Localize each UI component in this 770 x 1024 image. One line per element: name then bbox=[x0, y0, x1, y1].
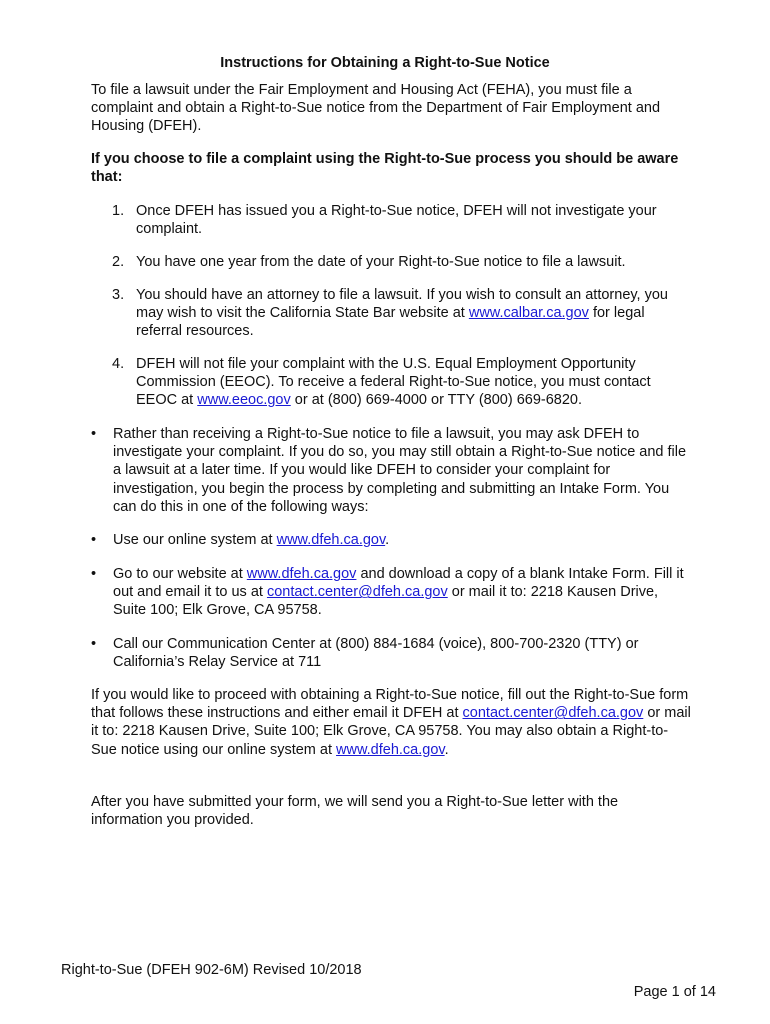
item-number: 2. bbox=[112, 254, 125, 270]
bullet-item-online bbox=[91, 531, 687, 549]
bullet-text: Call our Communication Center at (800) 884-1684 (voice), 800-700-2320 (TTY) or California’s Relay Service at 711 bbox=[113, 636, 639, 671]
dfeh-link[interactable]: www.dfeh.ca.gov bbox=[276, 532, 386, 548]
form-id-footer: Right-to-Sue (DFEH 902-6M) Revised 10/2018 bbox=[61, 962, 362, 978]
item-text: You have one year from the date of your Right-to-Sue notice to file a lawsuit. bbox=[136, 254, 626, 270]
bullet-icon: • bbox=[91, 426, 97, 442]
item-text: Once DFEH has issued you a Right-to-Sue notice, DFEH will not investigate your complaint. bbox=[136, 203, 657, 238]
after-paragraph: After you have submitted your form, we will send you a Right-to-Sue letter with the information you provided. bbox=[91, 794, 619, 829]
bullet-text: Use our online system at www.dfeh.ca.gov. bbox=[113, 532, 390, 548]
eeoc-link[interactable]: www.eeoc.gov bbox=[197, 392, 291, 409]
section-heading: If you choose to file a complaint using the Right-to-Sue process you should be aware that: bbox=[91, 151, 679, 186]
contact-email-link[interactable]: contact.center@dfeh.ca.gov bbox=[462, 705, 644, 722]
item-number: 1. bbox=[112, 203, 125, 219]
bullet-item-investigate bbox=[91, 425, 687, 516]
numbered-item-4 bbox=[112, 355, 682, 410]
dfeh-link[interactable]: www.dfeh.ca.gov bbox=[246, 566, 357, 582]
proceed-paragraph: If you would like to proceed with obtaining a Right-to-Sue notice, fill out the Right-to-Sue form that follows these instructions and either email it DFEH at contact.center@dfeh.ca.gov or mail it to: 2218 Kausen Drive, Suite 100; Elk Grove, CA 95758. You may also obtain a Right-to-Sue notice using our online system at www.dfeh.ca.gov. bbox=[91, 687, 691, 758]
page-number: Page 1 of 14 bbox=[633, 984, 716, 1000]
item-number: 4. bbox=[112, 356, 125, 372]
calbar-link[interactable]: www.calbar.ca.gov bbox=[468, 305, 589, 322]
page-title: Instructions for Obtaining a Right-to-Sue Notice bbox=[220, 55, 550, 71]
dfeh-link[interactable]: www.dfeh.ca.gov bbox=[336, 741, 445, 758]
item-text: You should have an attorney to file a lawsuit. If you wish to consult an attorney, you may wish to visit the California State Bar website at www.calbar.ca.gov for legal referral resources. bbox=[136, 287, 668, 340]
intro-paragraph: To file a lawsuit under the Fair Employment and Housing Act (FEHA), you must file a complaint and obtain a Right-to-Sue notice from the Department of Fair Employment and Housing (DFEH). bbox=[91, 82, 661, 135]
contact-email-link[interactable]: contact.center@dfeh.ca.gov bbox=[266, 584, 448, 601]
numbered-item-2 bbox=[112, 253, 682, 271]
item-number: 3. bbox=[112, 287, 125, 303]
bullet-item-call bbox=[91, 635, 687, 671]
numbered-item-3 bbox=[112, 286, 682, 341]
bullet-icon: • bbox=[91, 566, 97, 582]
bullet-text: Go to our website at www.dfeh.ca.gov and download a copy of a blank Intake Form. Fill it out and email it to us at contact.center@dfeh.ca.gov or mail it to: 2218 Kausen Drive, Suite 100; Elk Grove, CA 95758. bbox=[113, 566, 684, 619]
bullet-icon: • bbox=[91, 636, 97, 652]
numbered-item-1 bbox=[112, 202, 682, 238]
bullet-icon: • bbox=[91, 532, 97, 548]
bullet-item-website bbox=[91, 565, 687, 620]
item-text: DFEH will not file your complaint with the U.S. Equal Employment Opportunity Commission (EEOC). To receive a federal Right-to-Sue notice, you must contact EEOC at www.eeoc.gov or at (800) 669-4000 or TTY (800) 669-6820. bbox=[136, 356, 651, 409]
bullet-text: Rather than receiving a Right-to-Sue notice to file a lawsuit, you may ask DFEH to investigate your complaint. If you do so, you may still obtain a Right-to-Sue notice and file a lawsuit at a later time. If you would like DFEH to consider your complaint for investigation, you begin the process by completing and submitting an Intake Form. You can do this in one of the following ways: bbox=[113, 426, 687, 515]
